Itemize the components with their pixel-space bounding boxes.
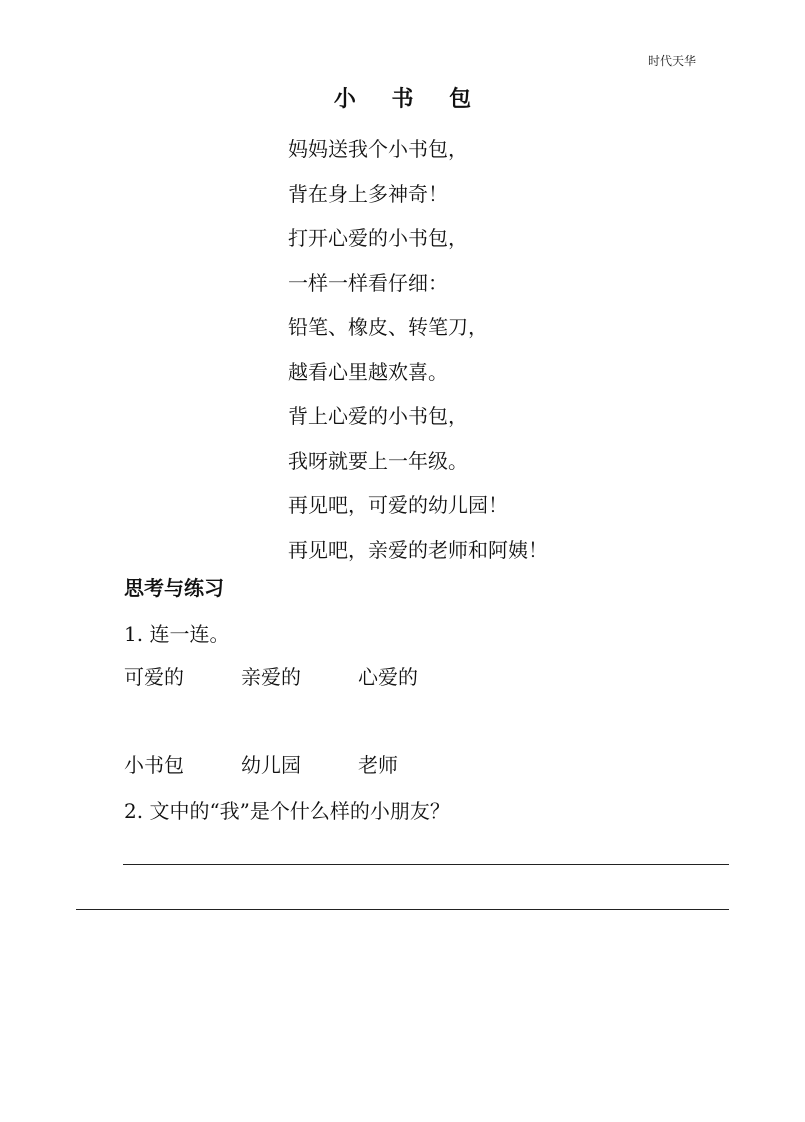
publisher-label: 时代天华 (648, 54, 697, 68)
matching-word-bottom: 老师 (358, 753, 398, 777)
matching-bottom-row (124, 749, 475, 778)
poem-line: 再见吧，可爱的幼儿园！ (288, 493, 508, 517)
poem-title: 小 书 包 (333, 87, 486, 112)
answer-line (123, 864, 729, 865)
poem-line: 越看心里越欢喜。 (288, 359, 448, 384)
poem-body (288, 127, 548, 572)
poem-line: 背上心爱的小书包， (288, 404, 468, 428)
poem-line: 铅笔、橡皮、转笔刀， (288, 315, 488, 339)
page-divider (76, 909, 729, 910)
exercise-section-title: 思考与练习 (124, 576, 224, 600)
question-2-prompt: 2. 文中的“我”是个什么样的小朋友？ (124, 799, 450, 823)
matching-word-top: 心爱的 (358, 665, 418, 689)
poem-line: 我呀就要上一年级。 (288, 448, 468, 473)
matching-word-top: 可爱的 (124, 665, 184, 689)
matching-word-top: 亲爱的 (241, 665, 301, 689)
matching-word-bottom: 小书包 (124, 753, 184, 777)
poem-line: 妈妈送我个小书包， (288, 137, 468, 161)
matching-top-row (124, 661, 475, 690)
question-1-prompt: 1. 连一连。 (124, 622, 230, 646)
poem-line: 一样一样看仔细： (288, 270, 448, 295)
poem-line: 打开心爱的小书包， (288, 226, 468, 250)
poem-line: 背在身上多神奇！ (288, 181, 448, 206)
matching-word-bottom: 幼儿园 (241, 753, 301, 777)
poem-line: 再见吧，亲爱的老师和阿姨！ (288, 537, 548, 562)
